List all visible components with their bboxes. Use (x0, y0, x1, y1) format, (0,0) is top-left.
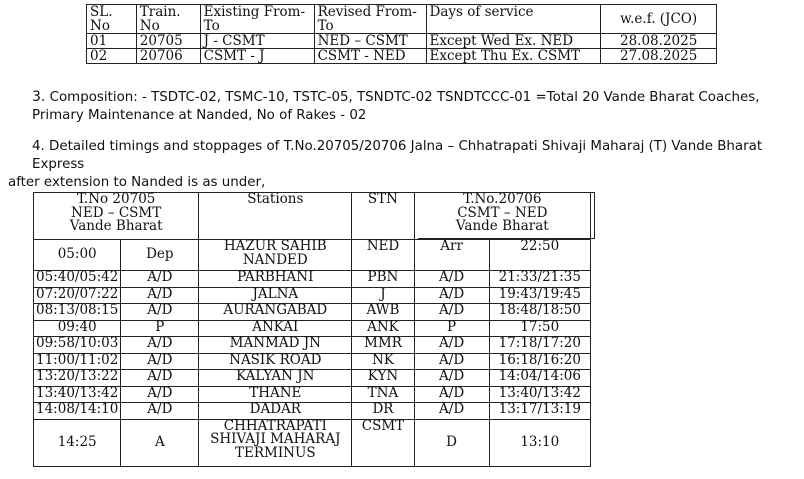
cell-time-down: 11:00/11:02 (34, 353, 121, 370)
cell-time-up: 18:48/18:50 (489, 304, 590, 321)
header-up-train: T.No.20706 CSMT – NED Vande Bharat (414, 193, 590, 240)
table-row (34, 419, 591, 466)
cell-stn: ANK (352, 320, 414, 337)
cell-station: DADAR (199, 403, 352, 420)
cell-stn: PBN (352, 271, 414, 288)
cell-ad-down: A/D (121, 337, 199, 354)
composition-paragraph (32, 88, 802, 125)
cell-time-up: 13:17/13:19 (489, 403, 590, 420)
table-row (34, 370, 591, 387)
extension-table-header-row (87, 5, 717, 34)
cell-existing: CSMT - J (200, 49, 314, 64)
cell-time-up: 22:50 (489, 240, 590, 271)
cell-ad-down: A/D (121, 353, 199, 370)
cell-time-up: 21:33/21:35 (489, 271, 590, 288)
cell-time-down: 05:00 (34, 240, 121, 271)
table-row (87, 49, 717, 64)
cell-time-down: 09:58/10:03 (34, 337, 121, 354)
cell-time-up: 16:18/16:20 (489, 353, 590, 370)
header-train-no: Train. No (136, 5, 200, 34)
composition-line-1 (32, 88, 802, 107)
cell-revised: CSMT - NED (314, 49, 426, 64)
cell-sl: 01 (87, 34, 137, 49)
cell-stn: CSMT (352, 419, 414, 466)
cell-time-up: 14:04/14:06 (489, 370, 590, 387)
cell-time-down: 05:40/05:42 (34, 271, 121, 288)
cell-time-up: 19:43/19:45 (489, 287, 590, 304)
cell-wef: 27.08.2025 (601, 49, 717, 64)
timings-paragraph (8, 138, 802, 192)
cell-ad-up: A/D (414, 370, 489, 387)
cell-days: Except Thu Ex. CSMT (426, 49, 601, 64)
cell-ad-up: A/D (414, 287, 489, 304)
cell-train: 20705 (136, 34, 200, 49)
paragraph-number: 3. (32, 89, 46, 105)
cell-ad-up: D (414, 419, 489, 466)
cell-ad-down: Dep (121, 240, 199, 271)
timings-line-1: 4. Detailed timings and stoppages of T.No.20705/20706 Jalna – Chhatrapati Shivaji Maharaj (T) Vande Bharat Express (32, 139, 763, 172)
header-wef: w.e.f. (JCO) (601, 5, 717, 34)
timings-line-2: after extension to Nanded is as under, (8, 175, 266, 190)
cell-stn: MMR (352, 337, 414, 354)
cell-station: MANMAD JN (199, 337, 352, 354)
cell-stn: KYN (352, 370, 414, 387)
cell-time-down: 08:13/08:15 (34, 304, 121, 321)
cell-ad-down: A/D (121, 271, 199, 288)
table-row (34, 337, 591, 354)
cell-ad-down: A/D (121, 386, 199, 403)
header-days: Days of service (426, 5, 601, 34)
extension-table (86, 4, 717, 64)
table-row (34, 271, 591, 288)
cell-time-up: 17:18/17:20 (489, 337, 590, 354)
cell-station: JALNA (199, 287, 352, 304)
header-stn: STN (352, 193, 414, 240)
cell-stn: AWB (352, 304, 414, 321)
cell-ad-up: A/D (414, 337, 489, 354)
cell-time-up: 17:50 (489, 320, 590, 337)
cell-stn: NED (352, 240, 414, 271)
cell-ad-down: A (121, 419, 199, 466)
cell-wef: 28.08.2025 (601, 34, 717, 49)
cell-time-up: 13:10 (489, 419, 590, 466)
cell-ad-down: A/D (121, 304, 199, 321)
header-sl-no: SL. No (87, 5, 137, 34)
cell-ad-up: Arr (414, 240, 489, 271)
cell-station: HAZUR SAHIB NANDED (199, 240, 352, 271)
cell-stn: J (352, 287, 414, 304)
cell-time-down: 14:25 (34, 419, 121, 466)
cell-ad-up: A/D (414, 271, 489, 288)
cell-ad-up: A/D (414, 386, 489, 403)
cell-station: NASIK ROAD (199, 353, 352, 370)
cell-station: KALYAN JN (199, 370, 352, 387)
cell-ad-down: P (121, 320, 199, 337)
header-down-train: T.No 20705 NED – CSMT Vande Bharat (34, 193, 199, 240)
cell-ad-up: P (414, 320, 489, 337)
table-row (87, 34, 717, 49)
header-box-extension (418, 192, 595, 239)
cell-train: 20706 (136, 49, 200, 64)
header-revised: Revised From- To (314, 5, 426, 34)
table-row (34, 240, 591, 271)
cell-station: ANKAI (199, 320, 352, 337)
cell-time-down: 07:20/07:22 (34, 287, 121, 304)
cell-stn: DR (352, 403, 414, 420)
cell-time-down: 09:40 (34, 320, 121, 337)
cell-ad-down: A/D (121, 403, 199, 420)
cell-time-down: 13:40/13:42 (34, 386, 121, 403)
header-existing: Existing From- To (200, 5, 314, 34)
header-stations: Stations (199, 193, 352, 240)
cell-time-down: 14:08/14:10 (34, 403, 121, 420)
cell-days: Except Wed Ex. NED (426, 34, 601, 49)
composition-text: Composition: - TSDTC-02, TSMC-10, TSTC-05, TSNDTC-02 TSNDTCCC-01 =Total 20 Vande Bharat Coaches, (49, 90, 760, 105)
cell-sl: 02 (87, 49, 137, 64)
cell-ad-down: A/D (121, 370, 199, 387)
cell-station: AURANGABAD (199, 304, 352, 321)
cell-ad-up: A/D (414, 353, 489, 370)
table-row (34, 403, 591, 420)
cell-ad-down: A/D (121, 287, 199, 304)
cell-existing: J - CSMT (200, 34, 314, 49)
cell-ad-up: A/D (414, 403, 489, 420)
cell-time-down: 13:20/13:22 (34, 370, 121, 387)
cell-stn: NK (352, 353, 414, 370)
composition-line-2: Primary Maintenance at Nanded, No of Rakes - 02 (32, 108, 367, 123)
cell-stn: TNA (352, 386, 414, 403)
cell-time-up: 13:40/13:42 (489, 386, 590, 403)
cell-station: PARBHANI (199, 271, 352, 288)
cell-station: CHHATRAPATI SHIVAJI MAHARAJ TERMINUS (199, 419, 352, 466)
cell-revised: NED – CSMT (314, 34, 426, 49)
table-row (34, 304, 591, 321)
cell-station: THANE (199, 386, 352, 403)
cell-ad-up: A/D (414, 304, 489, 321)
